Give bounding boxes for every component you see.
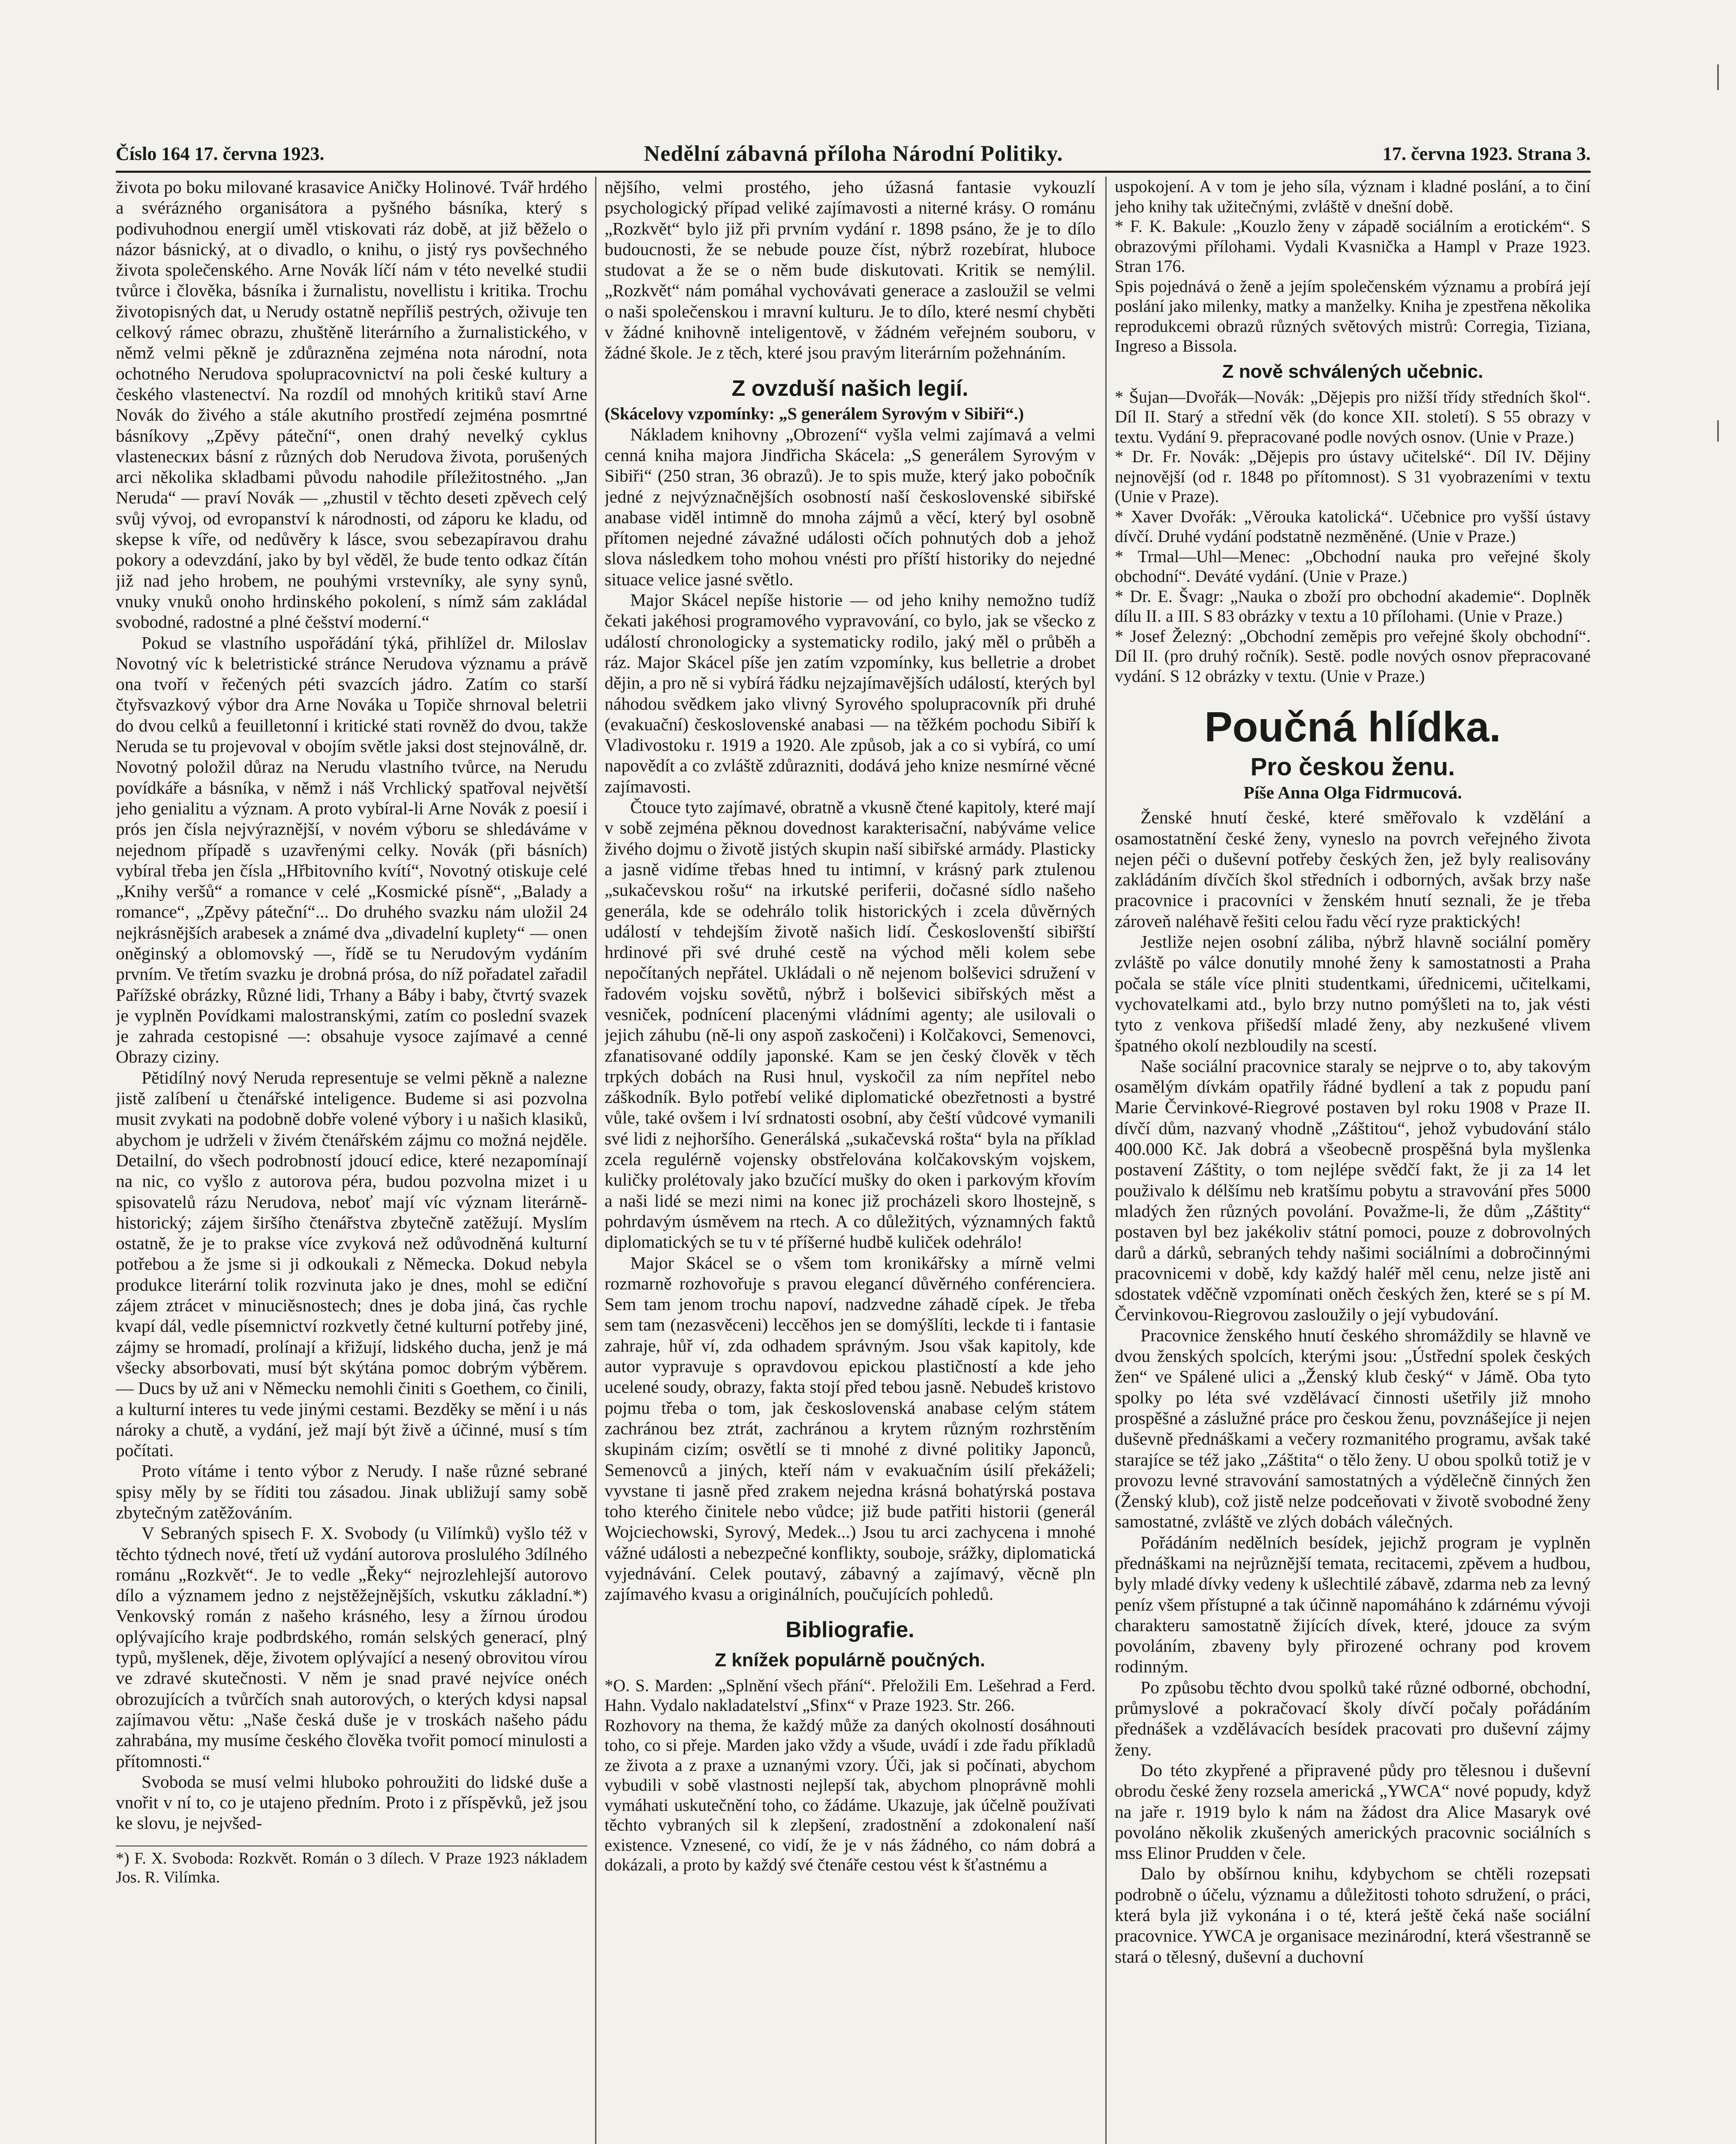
article-paragraph: života po boku milované krasavice Aničky Holinové. Tvář hrdého a svérázného organisátora a pyšného básníka, který s podivuhodnou energií uměl vtiskovati ráz době, at již běželo o názor básnický, at o divadlo, o knihu, o jistý rys povšechného života společenského. Arne Novák líčí nám v této nevelké studii tvůrce i člověka, básníka i žurnalistu, novellistu i kritika. Trochu životopisných dat, u Nerudy ostatně nepříliš pestrých, oživuje ten celkový rámec obrazu, zhuštěně literárního a žurnalistického, v němž velmi pěkně je zdůrazněna zejména nota národní, nota ochotného Nerudova spolupracovnictví na poli české kultury a českého vlastenectví. Na rozdíl od mnohých kritiků staví Arne Novák do živého a stále akutního prostředí zejména posmrtné básníkovy „Zpěvy páteční“, onen drahý nevelký cyklus vlastenecких básní z různých dob Nerudova života, porušených arci několika skladbami původu nahodile příležitostného. „Jan Neruda“ — praví Novák — „zhustil v těchto deseti zpěvech celý svůj vývoj, od evropanství k národnosti, od záporu ke kladu, od skepse k víře, od nedůvěry k lásce, svou sebezapíravou drahu pokory a odevzdání, jako by byl věděl, že bude tento odkaz čítán již nad jeho hrobem, ne pouhými vrstevníky, ale syny synů, vnuky vnuků onoho hrdinského pokolení, s nímž sám zakládal svobodné, radostné a plné češství moderní.“ [116, 177, 587, 632]
article-paragraph: Do této zkypřené a připravené půdy pro tělesnou i duševní obrodu české ženy rozsela americká „YWCA“ nové popudy, když na jaře r. 1919 bylo k nám na žádost dra Alice Masaryk ové povoláno několik zkušených amerických pracovnic sociálních s mss Elinor Prudden v čele. [1115, 1760, 1591, 1863]
article-paragraph: Nákladem knihovny „Obrození“ vyšla velmi zajímavá a velmi cenná kniha majora Jindřicha Skácela: „S generálem Syrovým v Sibiři“ (250 stran, 36 obrazů). Je to spis muže, který jako pobočník jedné z nejvýznačnějších osobností naší československé sibiřské anabase viděl intimně do mnoha zájmů a věcí, který byl osobně přítomen nejedné závažné události očích pohnutých dob a jehož slova následkem toho mohou vnésti pro příští historiky do nejedné situace velice jasné světlo. [605, 424, 1095, 589]
section-subtitle: Pro českou ženu. [1250, 753, 1455, 781]
bibliography-entry: * Trmal—Uhl—Menec: „Obchodní nauka pro veřejné školy obchodní“. Deváté vydání. (Unie v Praze.) [1115, 546, 1591, 586]
bibliography-title: Bibliografie. [785, 1617, 915, 1642]
article-paragraph: Jestliže nejen osobní záliba, nýbrž hlavně sociální poměry zvláště po válce donutily mnohé ženy k samostatnosti a Praha počala se stále více plniti studentkami, úřednicemi, učitelkami, vychovatelkami atd., bylo brzy nutno pomýšleti na to, jak vésti tyto z venkova přišedší mladé ženy, aby nezkušené vlivem špatného okolí nezbloudily na scestí. [1115, 932, 1591, 1055]
bibliography-entry: *O. S. Marden: „Splnění všech přání“. Přeložili Em. Lešehrad a Ferd. Hahn. Vydalo nakladatelství „Sfinx“ v Praze 1923. Str. 266. [605, 1675, 1095, 1715]
page-header [116, 136, 1591, 173]
article-paragraph: V Sebraných spisech F. X. Svobody (u Vilímků) vyšlo též v těchto týdnech nové, třetí už vydání autorova proslulého 3dílného románu „Rozkvět“. Je to vedle „Řeky“ nejrozlehlejší autorovo dílo a významem jedno z nejstěžejnějších, vskutku základní.*) Venkovský román z našeho krásného, lesy a žírnou úrodou oplývajícího kraje podbrdského, román selských generací, plný typů, myšlenek, děje, životem oplývající a nesený obrovitou vírou ve zdravé skutečnosti. V něm je snad pravé nejvíce onéch obrozujících a tvůrčích snah autorových, o kterých kdysi napsal zajímavou větu: „Naše česká duše je v troskách našeho pádu zahrabána, my musíme českého člověka tvořit pomocí minulosti a přítomnosti.“ [116, 1523, 587, 1771]
article-paragraph: Pokud se vlastního uspořádání týká, přihlížel dr. Miloslav Novotný víc k beletristické stránce Nerudova významu a právě ona tvoří v řečených péti svazcích jádro. Zatím co starší čtyřsvazkový výbor dra Arne Nováka u Topiče shrnoval beletrii do dvou celků a feuilletonní i kritické stati rovněž do dvou, takže Neruda se tu projevoval v obojím světle jaksi dost stejnoválně, dr. Novotný položil důraz na Nerudu vlastního tvůrce, na Nerudu povídkáře a básníka, v němž i náš Vrchlický spatřoval největší jeho genialitu a význam. A proto vybíral-li Arne Novák z poesií i prós jen čísla nejvýraznější, v novém výboru se shledáváme v nejednom případě s uzavřenými celky. Novák (při básních) vybíral třeba jen čísla „Hřbitovního kvítí“, Novotný otiskuje celé „Knihy veršů“ a romance v celé „Kosmické písně“, „Balady a romance“, „Zpěvy páteční“... Do druhého svazku nám uložil 24 nejkrásnějších arabesek a známé dva „divadelní kuplety“ — onen oněginský a oblomovský —, řídě se tu Nerudovým vydáním prvním. Ve třetím svazku je drobná prósa, do níž pořadatel zařadil Pařížské obrázky, Různé lidi, Trhany a Báby i baby, čtvrtý svazek je vyplněn Povídkami malostranskými, zatím co poslední svazek je zahrada cestopisné —: obsahuje vysoce zajímavé a cenné Obrazy ciziny. [116, 632, 587, 1067]
textbooks-heading: Z nově schválených učebnic. [1222, 361, 1483, 382]
bibliography-subtitle: Z knížek populárně poučných. [715, 1649, 985, 1671]
page-edge-mark [1717, 64, 1719, 90]
bibliography-entry: * Dr. E. Švagr: „Nauka o zboží pro obchodní akademie“. Doplněk dílu II. a III. S 83 obrázky v textu a 10 přílohami. (Unie v Praze.) [1115, 586, 1591, 626]
bibliography-entry: uspokojení. A v tom je jeho síla, význam i kladné poslání, a to činí jeho knihy tak užitečnými, zvláště v dnešní době. [1115, 177, 1591, 216]
article-paragraph: Po způsobu těchto dvou spolků také různé odborné, obchodní, průmyslové a pokračovací školy dívčí počaly pořádáním přednášek a vzdělávacích besídek pracovati pro duševní zájmy ženy. [1115, 1677, 1591, 1759]
date-and-page: 17. června 1923. Strana 3. [1382, 143, 1591, 164]
bibliography-entry: * Josef Železný: „Obchodní zeměpis pro veřejné školy obchodní“. Díl II. (pro druhý ročník). Sestě. podle nových osnov přepracované vydání. S 12 obrázky v textu. (Unie v Praze.) [1115, 626, 1591, 686]
bibliography-entry: Rozhovory na thema, že každý může za daných okolností dosáhnouti toho, co si přeje. Marden jako vždy a všude, uvádí i zde řadu příkladů ze života a z praxe a uznanými vzory. Úči, jak si počínati, abychom vybudili v sobě vlastnosti nejlepší tak, abychom plnoprávně mohli vymáhati uskutečnění toho, co žádáme. Ukazuje, jak účelně používati těchto vybraných sil k zlepšení, zradostnění a zdokonalení naší existence. Vznesené, co vidí, že je v nás žádného, co nám dobrá a dokázali, a proto by každý své čtenáře cestou vést k šťastnému a [605, 1715, 1095, 1875]
column-2 [605, 177, 1095, 2144]
article-paragraph: Pořádáním nedělních besídek, jejichž program je vyplněn přednáškami na nejrůznější temata, recitacemi, zpěvem a hudbou, byly mladé dívky vedeny k ušlechtilé zábavě, zdarma neb za levný peníz všem přístupné a tak účinně napomáháno k zdárnému vývoji charakteru samostatně žijících dívek, které, jdouce za svým povoláním, zbaveny byly přirozené ochrany pod krovem rodinným. [1115, 1532, 1591, 1677]
bibliography-entry: * Šujan—Dvořák—Novák: „Dějepis pro nižší třídy středních škol“. Díl II. Starý a střední věk (do konce XII. století). S 55 obrazy v textu. Vydání 9. přepracované podle nových osnov. (Unie v Praze.) [1115, 387, 1591, 446]
article-paragraph: Ženské hnutí české, které směřovalo k vzdělání a osamostatnění české ženy, vyneslo na povrch veřejného života nejen péči o duševní potřeby českých žen, jež byly realisovány zakládáním dívčích škol středních i odborných, avšak brzy naše pracovnice i pracovníci v ženském hnutí seznali, že je třeba zároveň naléhavě řešiti celou řadu věcí ryze praktických! [1115, 807, 1591, 931]
section-title: Poučná hlídka. [1204, 703, 1501, 750]
bibliography-entry: Spis pojednává o ženě a jejím společenském významu a probírá její poslání jako milenky, matky a manželky. Kniha je zpestřena několika reprodukcemi obrazů různých světových mistrů: Corregia, Tiziana, Ingreso a Bissola. [1115, 276, 1591, 355]
article-title: Z ovzduší našich legií. [731, 376, 969, 401]
page-edge-mark [1717, 420, 1719, 442]
column-1 [116, 177, 587, 2144]
bibliography-entry: * Dr. Fr. Novák: „Dějepis pro ústavy učitelské“. Díl IV. Dějiny nejnovější (od r. 1848 po přítomnost). S 31 vyobrazeními v textu (Unie v Praze). [1115, 447, 1591, 506]
column-rule [595, 177, 596, 2144]
article-paragraph: nějšího, velmi prostého, jeho úžasná fantasie vykouzlí psychologický případ veliké zajímavosti a niterné krásy. O románu „Rozkvět“ bylo již při prvním vydání r. 1898 psáno, že je to dílo budoucnosti, že se nebude pouze číst, nýbrž rozebírat, hluboce studovat a že se o něm bude diskutovati. Kritik se nemýlil. „Rozkvět“ nám pomáhal vychovávati generace a zasloužil se velmi o naši společenskou i mravní kulturu. Je to dílo, které nesmí chyběti v žádné knihovně inteligentově, v žádném veřejném souboru, v žádné škole. Je z těch, které jsou pravým literárním požehnáním. [605, 177, 1095, 363]
article-paragraph: Dalo by obšírnou knihu, kdybychom se chtěli rozepsati podrobně o účelu, významu a důležitosti tohoto sdružení, o práci, která byla již vykonána i o té, která ještě čeká naše sociální pracovnice. YWCA je organisace mezinárodní, která všestranně se stará o tělesný, duševní a duchovní [1115, 1864, 1591, 1966]
article-paragraph: Čtouce tyto zajímavé, obratně a vkusně čtené kapitoly, které mají v sobě zejména pěknou dovednost karakterisační, nabýváme velice živého dojmu o životě jistých skupin naší sibiřské armády. Plasticky a jasně vidíme třebas hned tu intimní, v krásný park ztulenou „sukačevskou rošu“ na irkutské periferii, dočasné sídlo našeho generála, kde se odehrálo tolik historických i zcela důvěrných událostí v tehdejším životě našich lidí. Českoslovenští sibiřští hrdinové při své druhé cestě na východ měli kolem sebe nepočítaných nepřátel. Ukládali o ně nejenom bolševici sdružení v řadovém vojsku sovětů, nýbrž i bolševici sibiřských měst a vesniček, podnícení placenými vládními agenty; ale usilovali o jejich záhubu (ně-li ony aspoň zaskočeni) i Kolčakovci, Semenovci, zfanatisované oddíly japonské. Kam se jen český člověk v těch trpkých dobách na Rusi hnul, vyskočil za ním nepřítel nebo záškodník. Bylo potřebí veliké diplomatické obezřetnosti a bystré vůle, také ovšem i lví srdnatosti osobní, aby čeští vůdcové vymanili své lidi z nejhoršího. Generálská „sukačevská rošta“ byla na příklad zcela regulérně vojensky obstřelována kolčakovským vojskem, kuličky prolétovaly jako bzučící mušky do oken i parkovým křovím a naši lidé se mezi nimi na konec již procházeli skoro lhostejně, s pohrdavým úsměvem na rtech. A co důležitých, významných faktů diplomatických se tu v té příšerné hudbě kuliček odehrálo! [605, 797, 1095, 1252]
bibliography-entry: * F. K. Bakule: „Kouzlo ženy v západě sociálním a erotickém“. S obrazovými přílohami. Vydali Kvasnička a Hampl v Praze 1923. Stran 176. [1115, 217, 1591, 276]
article-paragraph: Major Skácel nepíše historie — od jeho knihy nemožno tudíž čekati jakéhosi programového vypravování, co bylo, jak se všecko z událostí chronologicky a systematicky rodilo, jaký měl o průběh a ráz. Major Skácel píše jen zatím vzpomínky, kus belletrie a drobet dějin, a pro ně si vybírá řádku nejzajímavějších událostí, kterých byl náhodou svědkem jako vlivný Syrového spolupracovník při druhé (evakuační) československé anabasi — na těžkém pochodu Sibiří k Vladivostoku r. 1919 a 1920. Ale způsob, jak a co si vybírá, co umí napovědít a co zvláště zdůrazniti, dodává jeho knize nesmírné věcné zajímavosti. [605, 590, 1095, 796]
article-paragraph: Pětidílný nový Neruda representuje se velmi pěkně a nalezne jistě zalíbení u čtenářské inteligence. Budeme si asi pozvolna musit zvykati na podobně dobře volené výbory i u našich klasiků, abychom je udrželi v živém čtenářském zájmu co možná nejděle. Detailní, do všech podrobností jdoucí edice, které nezapomínají na nic, co vyšlo z autorova péra, budou pozvolna mizet i u spisovatelů rázu Nerudova, neboť mají víc význam literárně-historický; zájem širšího čtenářstva zbytečně zatěžují. Myslím ostatně, že je to prakse více zvyková než odůvodněná kulturní potřebou a že jsme si ji odkoukali z Německa. Dokud nebyla produkce literární tolik rozvinuta jako je dnes, mohl se ediční zájem ztrácet v minuciěsnostech; dnes je doba jiná, čas rychle kvapí dál, vedle písemnictví rozkvetly četné kulturní potřeby jiné, zájmy se hromadí, prolínají a křižují, lidského ducha, jenž je má všecky absorbovati, musí být skýtána pomoc dobrým výběrem. — Ducs by už ani v Německu nemohli činiti s Goethem, co činili, a kulturní interes tu vede jinými cestami. Bezděky se mění i u nás nároky a chutě, a vydání, jež mají být živě a účinné, musí s tím počítati. [116, 1067, 587, 1460]
column-3 [1115, 177, 1591, 2144]
column-rule [1105, 177, 1107, 2144]
article-paragraph: Svoboda se musí velmi hluboko pohroužiti do lidské duše a vnořit v ní to, co je utajeno předním. Proto i z příspěvků, jež jsou ke slovu, je nejvšed- [116, 1771, 587, 1833]
article-subtitle: (Skácelovy vzpomínky: „S generálem Syrovým v Sibiři“.) [605, 404, 1024, 423]
byline: Píše Anna Olga Fidrmucová. [1243, 783, 1462, 802]
footnote: *) F. X. Svoboda: Rozkvět. Román o 3 dílech. V Praze 1923 nákladem Jos. R. Vilímka. [116, 1846, 587, 1887]
article-paragraph: Naše sociální pracovnice staraly se nejprve o to, aby takovým osamělým dívkám opatřily řádné bydlení a tak z popudu paní Marie Červinkové-Riegrové postaven byl roku 1908 v Praze II. dívčí dům, nazvaný vhodně „Záštitou“, jehož vybudování stálo 400.000 Kč. Jak dobrá a všeobecně prospěšná byla myšlenka postavení Záštity, o tom nejlépe svědčí fakt, že ji za 14 let použivalo k délšímu neb kratšímu pobytu a stravování přes 5000 mladých žen různých povolání. Považme-li, že dům „Záštity“ postaven byl bez jakékoliv státní pomoci, pouze z dobrovolných darů a dárků, sebraných tehdy našimi sociálními a dobročinnými pracovnicemi v době, kdy každý haléř měl cenu, nelze jistě ani sdostatek vděčně vzpomínati oněch českých žen, které se s pí M. Červinkovou-Riegrovou zasloužily o její vybudování. [1115, 1056, 1591, 1325]
article-paragraph: Pracovnice ženského hnutí českého shromáždily se hlavně ve dvou ženských spolcích, kterými jsou: „Ústřední spolek českých žen“ ve Spálené ulici a „Ženský klub český“ v Jámě. Oba tyto spolky po léta své vzdělávací činnosti ušetřily již mnoho prospěšné a záslužné práce pro českou ženu, povznášejíce ji nejen duševně přednáškami a večery rozmanitého programu, avšak také starajíce se též jako „Záštita“ o tělo ženy. U obou spolků totiž je v provozu levné stravování samostatných a výdělečně činných žen (Ženský klub), což jistě nelze podceňovati v životě svobodné ženy samostatné, zvláště ve zlých dobách válečných. [1115, 1325, 1591, 1532]
article-paragraph: Major Skácel se o všem tom kronikářsky a mírně velmi rozmarně rozhovořuje s pravou elegancí důvěrného conférenciera. Sem tam jenom trochu napoví, nadzvedne záhadě cípek. Je třeba sem tam (nezasvěceni) leccěhos jen se domýšlíti, leckde ti i fantasie zahraje, hůř ví, zda odhadem správným. Jsou však kapitoly, kde autor vypravuje s opravdovou epickou plastičností a kde jeho ucelené soudy, obrazy, fakta stojí před tebou jasně. Nebudeš kristovo pojmu třeba o tom, jak československá anabase celým státem zachránou bez ztrát, zachránou a krytem různým rozhrstěním skupinám cizím; osvětlí se ti mnohé z divné politiky Japonců, Semenovců a jiných, kteří nám v evakuačním úsilí překáželi; vyvstane ti jasně před zrakem nejedna krásná bohatýrská postava toho kterého činitele nebo vůdce; již bude patřiti historii (generál Wojciechowski, Syrový, Medek...) Jsou tu arci zachycena i mnohé vážné události a nebezpečné konflikty, souboje, srážky, diplomatická vyjednávání. Celek poutavý, zábavný a zajímavý, věcně pln zajímavého kvasu a originálních, poučujících pohledů. [605, 1253, 1095, 1604]
bibliography-entry: * Xaver Dvořák: „Věrouka katolická“. Učebnice pro vyšší ústavy dívčí. Druhé vydání podstatně nezměněné. (Unie v Praze.) [1115, 506, 1591, 546]
article-paragraph: Proto vítáme i tento výbor z Nerudy. I naše různé sebrané spisy měly by se říditi tou zásadou. Jinak ubližují samy sobě zbytečným zatěžováním. [116, 1461, 587, 1522]
publication-title: Nedělní zábavná příloha Národní Politiky. [644, 141, 1063, 166]
issue-number: Číslo 164 17. června 1923. [116, 143, 325, 164]
